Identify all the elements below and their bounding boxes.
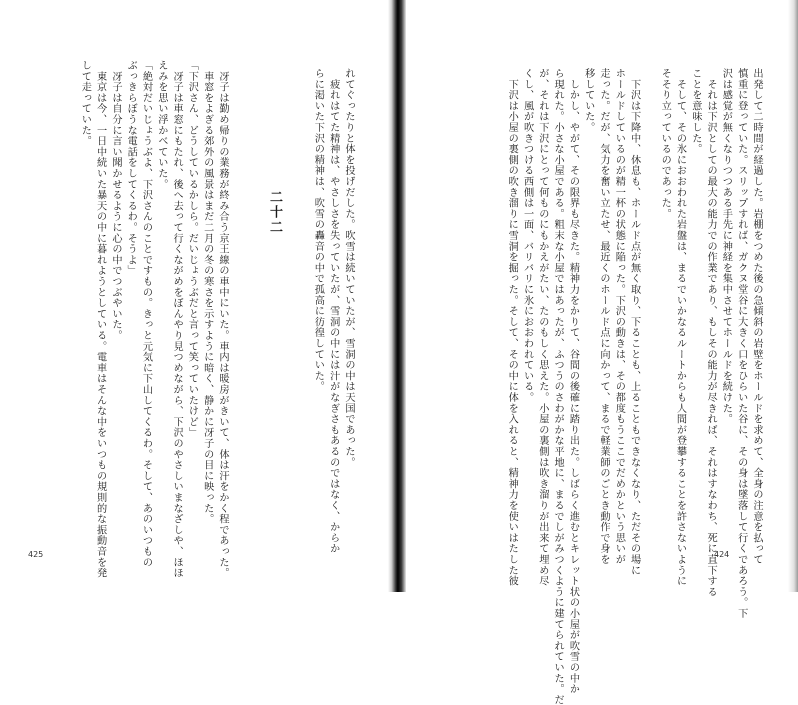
text-column: 移していた。 [582,68,594,133]
left-page-text-top [310,68,356,554]
text-column: 出発して二時間が経過した。岩棚をつめた後の急傾斜の岩壁をホールドを求めて、全身の注意を払って [751,68,762,565]
text-column: くし、風が吹きつける西側は一面、バリバリに氷におおわれている。 [521,68,533,403]
text-column: 「絶対だいじょうぶよ、下沢さんのことですもの。きっと元気に下山してくるわ。そして、あのいつもの [140,60,152,568]
text-column: 冴子は自分に言い聞かせるように心の中でつぶやいた。 [109,60,121,341]
blank-column [642,68,657,528]
text-column: 東京は今、一日中続いた暴天の中に暮れようとしている。電車はそんな中をいつもの規則的な振動音を発 [94,60,106,579]
text-column: 沢は感覚が無くなりつつある手先に神経を集中させてホールドを続けた。 [720,68,732,425]
text-column: それは下沢としての最大の能力での作業であり、もしその能力が尽きれば、それはすなわち、死に直下する [705,68,717,598]
text-column: そそり立っているのであった。 [659,68,671,220]
text-column: して走っていた。 [79,60,91,147]
text-column: えみを思い浮かべていた。 [155,60,167,190]
text-column: 疲れはてた精神は、やさしさを失っていたが、雪洞の中には汁がなぎさもあるのではなく、からか [327,68,339,554]
page-number-left: 425 [28,550,44,559]
text-column: 冴子は勤め帰りの業務が終み合う京王線の車中にいた。車内は暖房がきいて、体は汗をかく程であった。 [217,60,228,579]
text-column: が、それは下沢にとって何ものにもかえがたい、たのもしく思えた。小屋の裏側は吹き溜りが出来て埋め尽 [536,68,548,587]
text-column: ら現れた。小さな小屋である。粗末な小屋ではあったが、ふつうのさわがかな平地に、まるでしがみつくように建てられていた。だ [552,68,564,705]
text-column: そして、その氷におおわれた岩盤は、まるでいかなるルートからも人間が登攀することを許さないように [674,68,686,587]
text-column: 下沢は下降中、休息も、ホールド点が無く取り、下ることも、上ることもできなくなり、ただその場に [628,68,640,576]
text-column: しかし、やがて、その限界も尽きた。精神力をかりて、谷間の後確に踏り出た。しばらく進むとキレット状の小屋が吹雪の中か [567,68,579,695]
page-number-right: 424 [714,550,730,559]
text-column: 慎重に登っていた。スリップすれば、ガクヌ堂谷に大きく口をひらいた谷に、その身は墜落して行くであろう。下 [735,68,747,619]
chapter-title: 二十二 [267,190,282,235]
text-column: 「下沢さん、どうしているかしら。だいじょうぶだと言って笑っていたけど」 [186,60,198,438]
text-column: らに渇いた下沢の精神は、吹雪の轟音の中で孤高に彷徨していた。 [312,68,324,392]
text-column: ことを意味した。 [689,68,701,155]
left-page-text-bottom [77,60,230,579]
text-column: 下沢は小屋の裏側の吹き溜りに雪洞を掘った。そして、その中に体を入れると、精神力を使いはたした彼 [506,68,518,587]
right-page [406,0,798,705]
page-edge [788,0,798,592]
text-column: ホールドしているのが精一杯の状態に陥った。下沢の動きは、その都度もうここでだめかという思いが [613,68,625,565]
text-column: 車窓をよぎる郊外の風景はまだ二月の冬の寒さを示すように暗く、静かに冴子の目に映った。 [201,60,213,525]
text-column: れてぐったりと体を投げだした。吹雪は続いていたが、雪洞の中は天国であった。 [343,68,354,468]
book-gutter [388,0,406,592]
text-column: ぶっきらぼうな電話をしてくるわ。そうよ」 [125,60,137,276]
left-page [0,0,388,592]
text-column: 冴子は車窓にもたれ、後へ去って行くながめをぼんやり見つめながら、下沢のやさしいまなざしや、ほほ [171,60,183,579]
text-column: 走った。だが、気力を奮い立たせ、最近くのホールド点に向かって、まるで軽業師のごとき動作で身を [598,68,610,565]
